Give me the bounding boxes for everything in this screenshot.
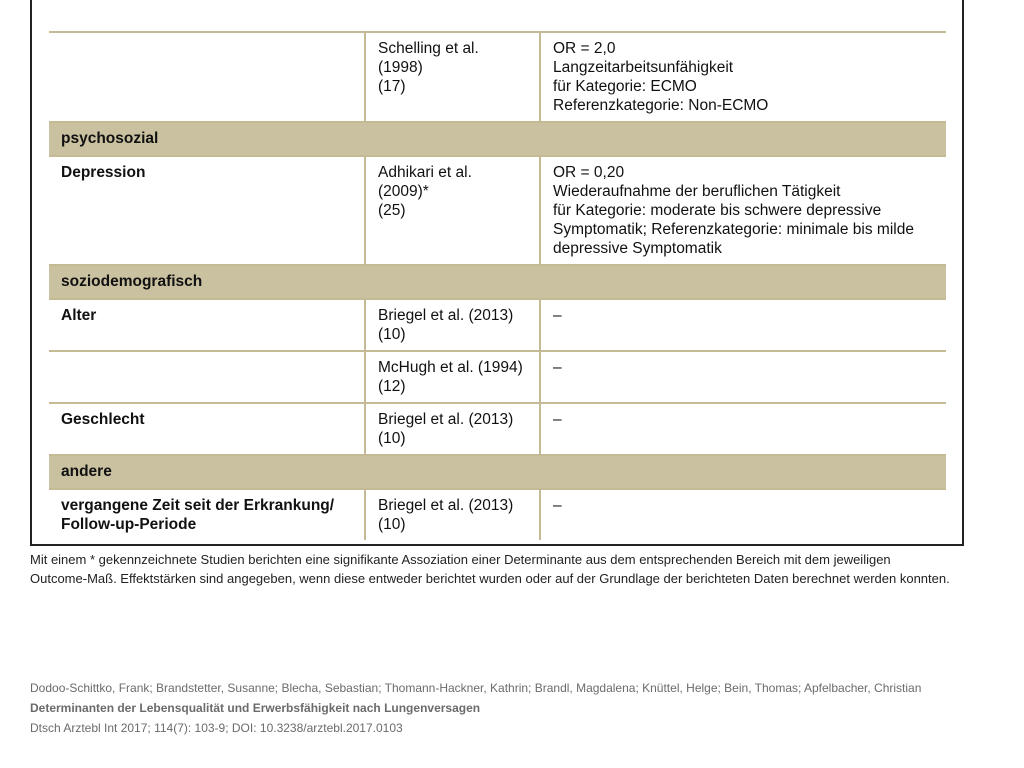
effect-cell (540, 299, 946, 351)
effect-cell-line: für Kategorie: moderate bis schwere depressive (553, 202, 882, 219)
determinant-cell (49, 489, 365, 540)
study-cell-line: Briegel et al. (2013) (378, 411, 514, 428)
category-row (49, 122, 946, 156)
study-cell-line: (17) (378, 78, 406, 95)
study-cell (365, 156, 540, 265)
effect-cell-line: – (553, 359, 562, 376)
study-cell (365, 489, 540, 540)
determinant-cell-line: Follow-up-Periode (61, 516, 197, 533)
study-cell-line: (10) (378, 516, 406, 533)
study-cell-line: (25) (378, 202, 406, 219)
citation-block (30, 678, 1020, 738)
effect-cell-line: OR = 2,0 (553, 40, 616, 57)
study-cell (365, 32, 540, 122)
study-cell (365, 351, 540, 403)
effect-cell (540, 351, 946, 403)
effect-cell-line: OR = 0,20 (553, 164, 625, 181)
determinant-cell-line: Alter (61, 307, 97, 324)
citation-title: Determinanten der Lebensqualität und Erwerbsfähigkeit nach Lungenversagen (30, 701, 481, 715)
study-cell-line: (10) (378, 430, 406, 447)
footnote-line-2: Outcome-Maß. Effektstärken sind angegeben, wenn diese entweder berichtet wurden oder auf der Grundlage der berichteten Daten berechnet werden konnten. (30, 570, 950, 586)
determinant-cell-line: vergangene Zeit seit der Erkrankung/ (61, 497, 335, 514)
table-row (49, 32, 946, 122)
table-row (49, 403, 946, 455)
category-label: psychosozial (49, 122, 946, 156)
effect-cell-line: Wiederaufnahme der beruflichen Tätigkeit (553, 183, 841, 200)
footnote-line-1: Mit einem * gekennzeichnete Studien berichten eine signifikante Assoziation einer Determinante aus dem entsprechenden Bereich mit dem jeweiligen (30, 552, 891, 567)
study-cell-line: (10) (378, 326, 406, 343)
table-row (49, 489, 946, 540)
effect-cell-line: Langzeitarbeitsunfähigkeit (553, 59, 734, 76)
determinant-cell (49, 403, 365, 455)
effect-cell-line: Referenzkategorie: Non-ECMO (553, 97, 769, 114)
table-row (49, 351, 946, 403)
study-cell-line: McHugh et al. (1994) (378, 359, 523, 376)
category-label: andere (49, 455, 946, 489)
determinant-cell (49, 32, 365, 122)
determinants-table (49, 31, 946, 540)
determinant-cell-line: Depression (61, 164, 146, 181)
table-footnote (30, 551, 970, 588)
effect-cell-line: depressive Symptomatik (553, 240, 722, 257)
determinant-cell-line: Geschlecht (61, 411, 145, 428)
effect-cell (540, 156, 946, 265)
study-cell-line: Briegel et al. (2013) (378, 497, 514, 514)
citation-source: Dtsch Arztebl Int 2017; 114(7): 103-9; DOI: 10.3238/arztebl.2017.0103 (30, 721, 403, 735)
table-row (49, 156, 946, 265)
study-cell-line: Schelling et al. (1998) (378, 40, 479, 76)
category-row (49, 265, 946, 299)
study-cell-line: Briegel et al. (2013) (378, 307, 514, 324)
effect-cell-line: – (553, 411, 562, 428)
citation-authors: Dodoo-Schittko, Frank; Brandstetter, Susanne; Blecha, Sebastian; Thomann-Hackner, Kathrin; Brandl, Magdalena; Knüttel, Helge; Bein, Thomas; Apfelbacher, Christian (30, 681, 922, 695)
study-cell-line: (12) (378, 378, 406, 395)
effect-cell (540, 32, 946, 122)
effect-cell-line: Symptomatik; Referenzkategorie: minimale bis milde (553, 221, 914, 238)
determinant-cell (49, 299, 365, 351)
study-cell (365, 403, 540, 455)
effect-cell-line: – (553, 497, 562, 514)
study-cell-line: Adhikari et al. (2009)* (378, 164, 472, 200)
determinant-cell (49, 351, 365, 403)
category-row (49, 455, 946, 489)
table-row (49, 299, 946, 351)
effect-cell (540, 403, 946, 455)
effect-cell (540, 489, 946, 540)
determinant-cell (49, 156, 365, 265)
effect-cell-line: – (553, 307, 562, 324)
category-label: soziodemografisch (49, 265, 946, 299)
study-cell (365, 299, 540, 351)
effect-cell-line: für Kategorie: ECMO (553, 78, 697, 95)
